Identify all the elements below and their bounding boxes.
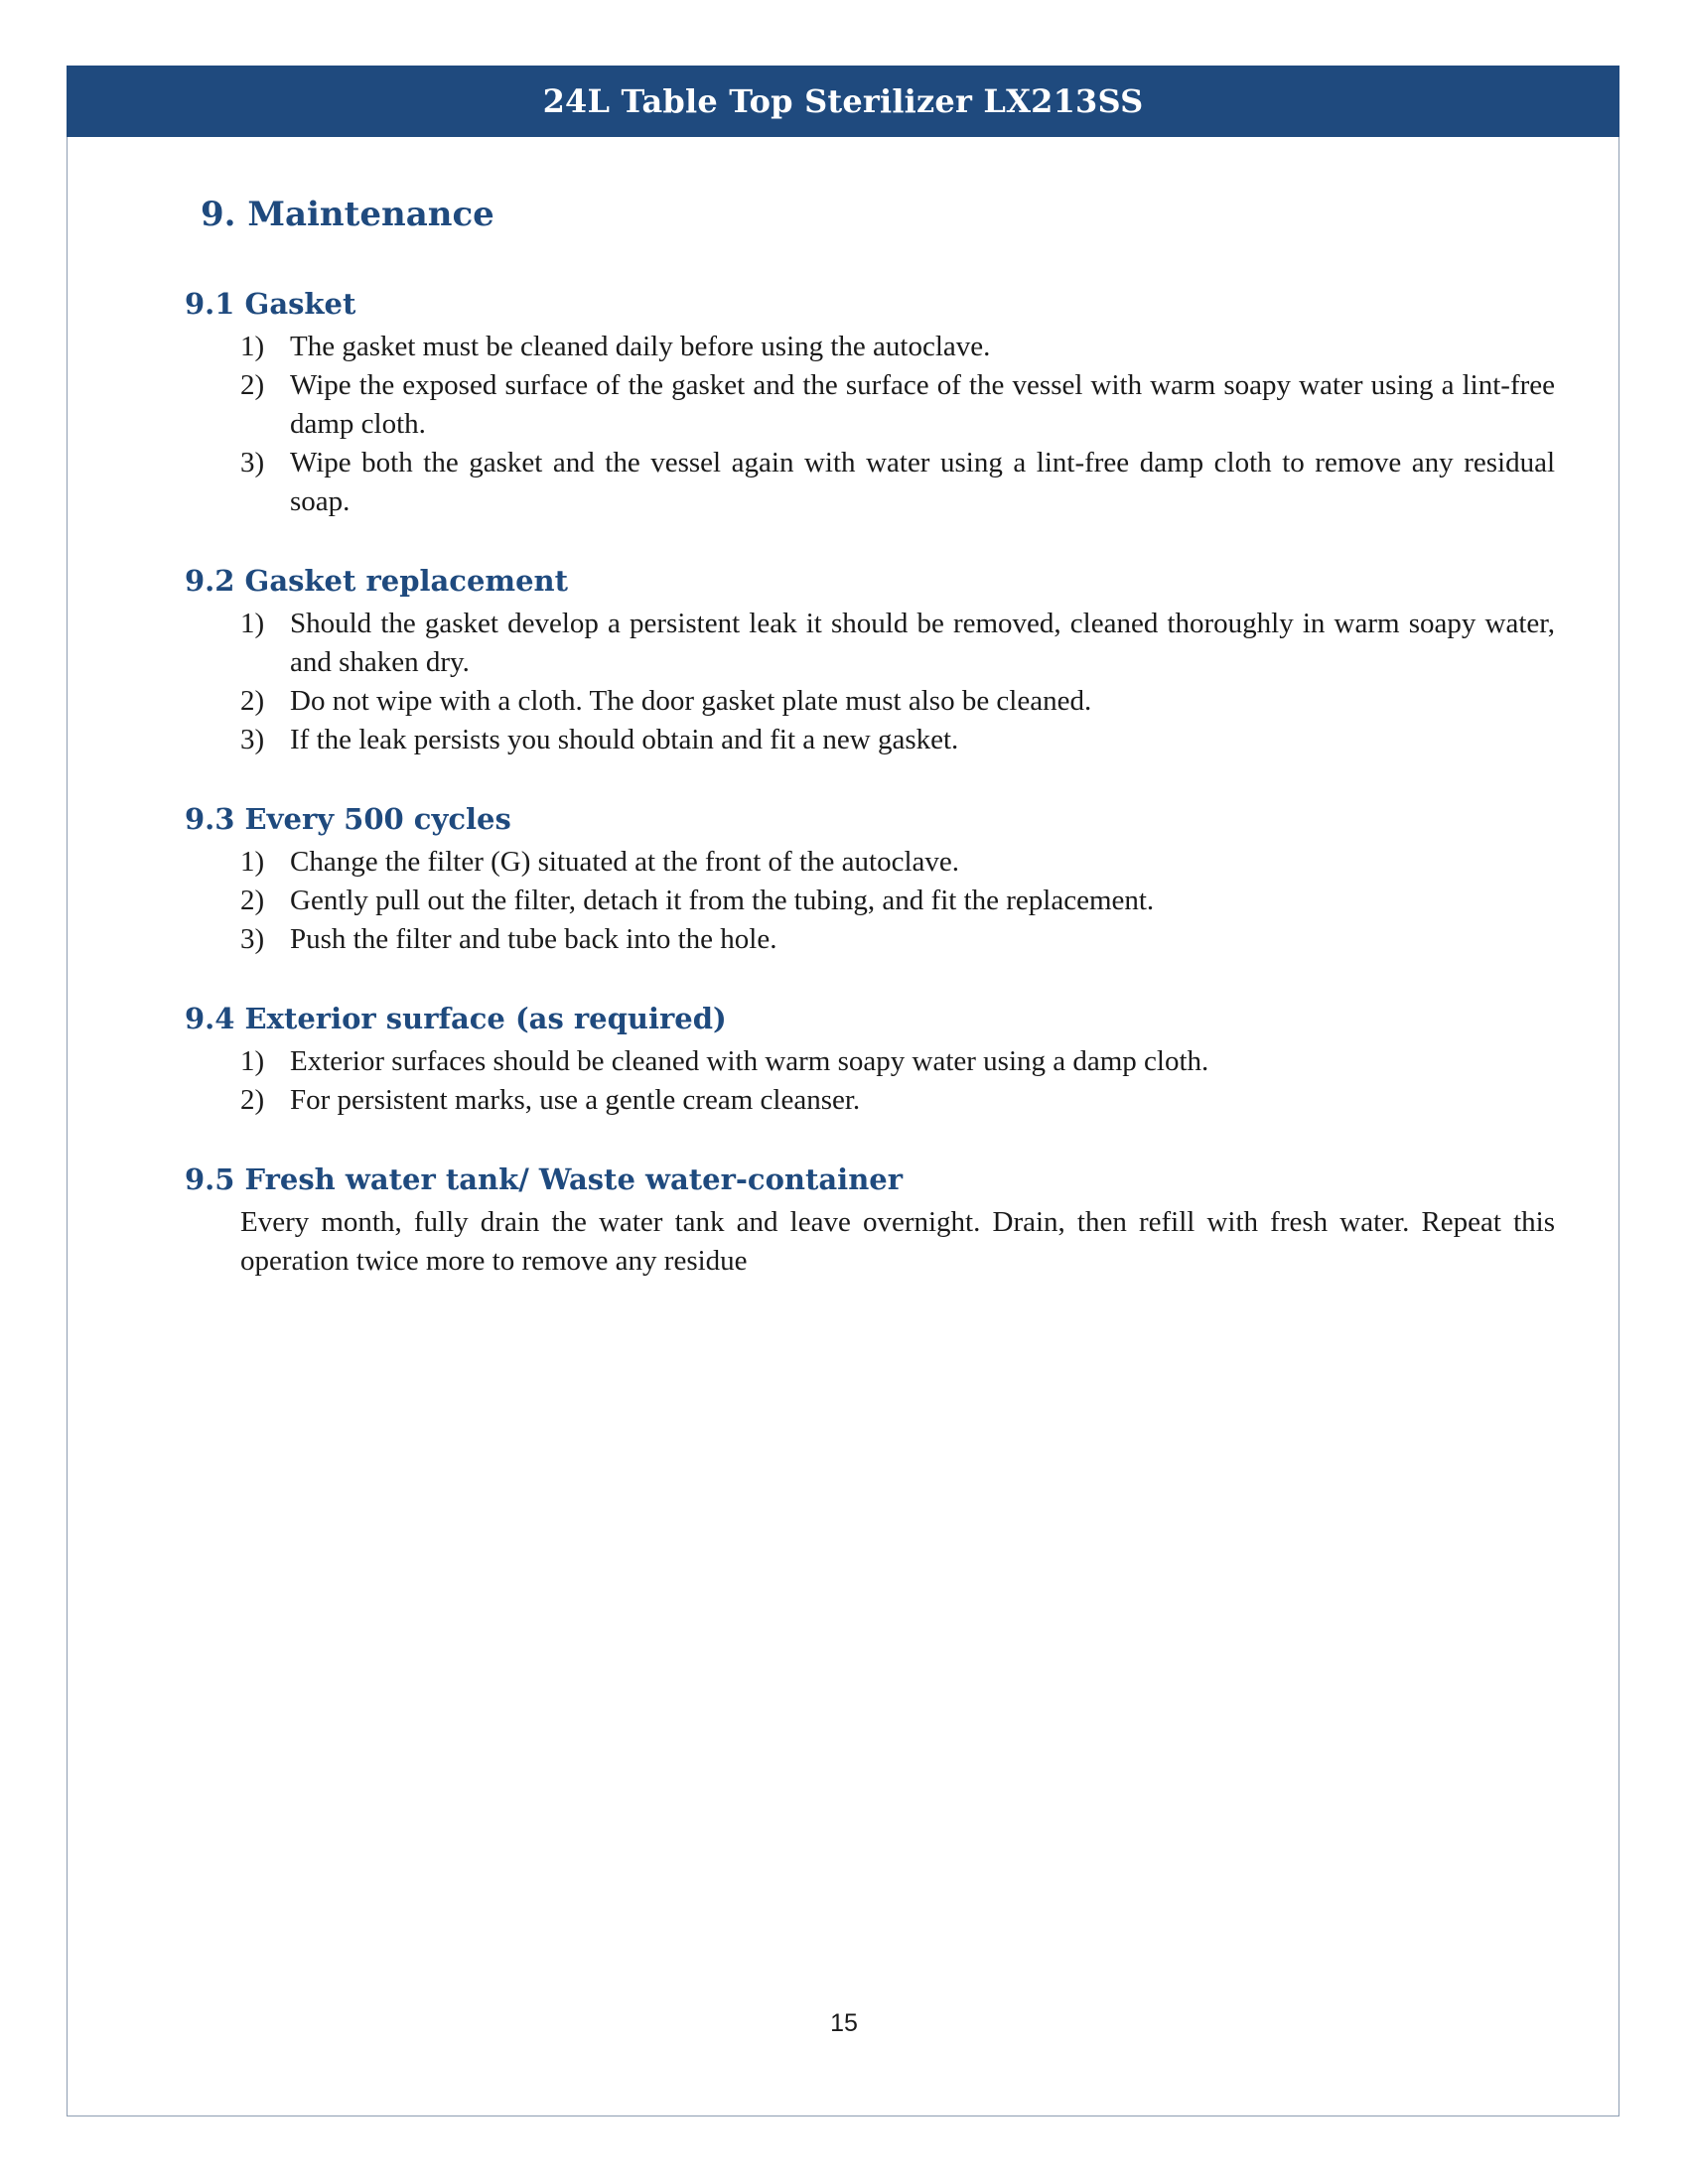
item-text: Do not wipe with a cloth. The door gasket plate must also be cleaned. [290,685,1092,717]
list-item [240,682,1555,721]
numbered-list [185,843,1555,959]
list-item [240,920,1555,959]
item-text: If the leak persists you should obtain and fit a new gasket. [290,724,959,755]
header-bar [67,66,1619,137]
section-title: 9.4 Exterior surface (as required) [185,1002,727,1035]
numbered-list [185,605,1555,759]
section-title: 9.5 Fresh water tank/ Waste water-container [185,1162,904,1196]
item-text: Wipe the exposed surface of the gasket and the surface of the vessel with warm soapy water using a lint-free damp cloth. [290,369,1555,440]
section-water-tank [185,1160,1555,1281]
item-number: 1) [240,846,265,878]
list-item [240,328,1555,366]
item-text: Should the gasket develop a persistent leak it should be removed, cleaned thoroughly in warm soapy water, and shaken dry. [290,608,1555,678]
item-text: Push the filter and tube back into the hole. [290,923,777,955]
item-number: 2) [240,1084,265,1116]
item-number: 1) [240,331,265,362]
list-item [240,1042,1555,1081]
item-text: The gasket must be cleaned daily before using the autoclave. [290,331,991,362]
list-item [240,366,1555,444]
section-paragraph: Every month, fully drain the water tank and leave overnight. Drain, then refill with fresh water. Repeat this operation twice more to remove any residue [240,1206,1555,1277]
chapter-title: 9. Maintenance [201,195,494,234]
list-item [240,843,1555,882]
item-number: 3) [240,447,265,478]
item-text: Gently pull out the filter, detach it from the tubing, and fit the replacement. [290,885,1155,916]
item-text: Wipe both the gasket and the vessel again with water using a lint-free damp cloth to remove any residual soap. [290,447,1555,517]
section-gasket [185,284,1555,521]
item-number: 2) [240,885,265,916]
section-title: 9.3 Every 500 cycles [185,802,511,836]
section-exterior-surface [185,999,1555,1120]
document-title: 24L Table Top Sterilizer LX213SS [542,82,1144,120]
list-item [240,444,1555,521]
section-title: 9.1 Gasket [185,287,356,321]
list-item [240,721,1555,759]
page-number: 15 [830,2009,858,2037]
section-gasket-replacement [185,561,1555,759]
section-every-500-cycles [185,799,1555,959]
section-title: 9.2 Gasket replacement [185,564,569,598]
item-number: 1) [240,1045,265,1077]
page-content [185,195,1555,1320]
list-item [240,882,1555,920]
list-item [240,605,1555,682]
item-text: Exterior surfaces should be cleaned with warm soapy water using a damp cloth. [290,1045,1209,1077]
item-number: 3) [240,724,265,755]
item-text: For persistent marks, use a gentle cream cleanser. [290,1084,861,1116]
numbered-list [185,328,1555,521]
numbered-list [185,1042,1555,1120]
list-item [240,1081,1555,1120]
item-number: 2) [240,685,265,717]
item-text: Change the filter (G) situated at the front of the autoclave. [290,846,959,878]
item-number: 1) [240,608,265,639]
item-number: 2) [240,369,265,401]
item-number: 3) [240,923,265,955]
